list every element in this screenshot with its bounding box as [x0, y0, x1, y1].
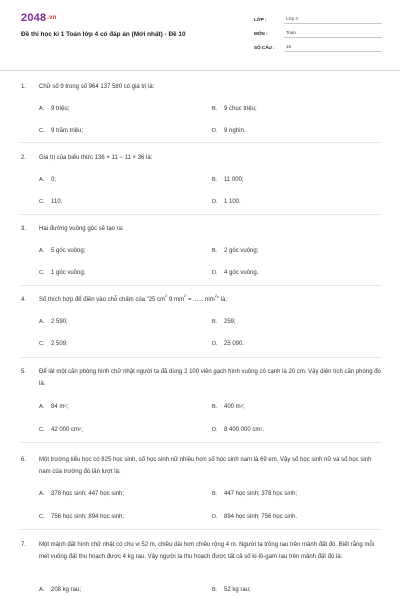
- question-text: Chữ số 9 trong số 964 137 580 có giá trị là:: [39, 84, 155, 90]
- option-a[interactable]: A. 84 $m^2$;: [39, 403, 69, 410]
- question-text: Một trường tiểu học có 825 học sinh, số học sinh nữ nhiều hơn số học sinh nam là 69 em. Vậy số học sinh nữ và số học sinh nam của trường đó lần lượt là:: [39, 457, 372, 475]
- meta-label: SỐ CÂU :: [254, 44, 275, 50]
- header-divider: [0, 70, 400, 71]
- option-a[interactable]: A. 0;: [39, 177, 57, 183]
- option-d[interactable]: D. 25 090.: [212, 341, 245, 347]
- option-c[interactable]: C. 1 góc vuông;: [39, 270, 86, 276]
- option-b[interactable]: B. 52 kg rau;: [212, 587, 251, 593]
- question-number: 1.: [21, 84, 27, 90]
- option-a[interactable]: A. 5 góc vuông;: [39, 248, 86, 254]
- question-divider: [21, 214, 381, 215]
- meta-count-row: [254, 40, 382, 54]
- page-header: [0, 0, 400, 64]
- question-number: 3.: [21, 226, 27, 232]
- option-b[interactable]: B. 9 chục triệu;: [212, 106, 257, 112]
- meta-value: 16: [284, 43, 382, 52]
- meta-value: Toán: [284, 29, 382, 38]
- question-text: Số thích hợp để điền vào chỗ chấm của "25 $cm^2$ 9 $mm^2$ = ...... $mm^2$" là:: [39, 293, 228, 303]
- option-a[interactable]: A. 2 590;: [39, 319, 68, 325]
- question-number: 4.: [21, 297, 27, 303]
- meta-class-row: [254, 12, 382, 26]
- question-text: Để lát một căn phòng hình chữ nhật người ta đã dùng 2 100 viên gạch hình vuông có cạnh là 20 cm. Vậy diện tích căn phòng đó là:: [39, 369, 381, 387]
- option-a[interactable]: A. 208 kg rau;: [39, 587, 82, 593]
- logo-suffix: .vn: [47, 15, 57, 22]
- option-b[interactable]: B. 400 $m^2$;: [212, 403, 245, 410]
- option-d[interactable]: D. 1 100.: [212, 199, 241, 205]
- meta-label: LỚP :: [254, 16, 267, 22]
- meta-label: MÔN :: [254, 30, 268, 36]
- question-number: 2.: [21, 155, 27, 161]
- question-divider: [21, 285, 381, 286]
- option-d[interactable]: D. 4 góc vuông.: [212, 270, 259, 276]
- question-text: Một mảnh đất hình chữ nhật có chu vi 52 m, chiều dài hơn chiều rộng 4 m. Người ta trồng rau trên mảnh đất đó. Biết rằng mỗi mét vuông đất thu hoạch được 4 kg rau. Vậy người ta thu hoạch được tất cả số ki-lô-gam rau trên mảnh đất đó là:: [39, 542, 375, 560]
- option-d[interactable]: D. 9 nghìn.: [212, 128, 246, 134]
- question-divider: [21, 529, 381, 530]
- question-number: 5.: [21, 369, 27, 375]
- document-meta: [254, 12, 382, 54]
- option-b[interactable]: B. 2 góc vuông;: [212, 248, 259, 254]
- option-c[interactable]: C. 9 trăm triệu;: [39, 128, 84, 134]
- option-a[interactable]: A. 9 triệu;: [39, 106, 70, 112]
- meta-subject-row: [254, 26, 382, 40]
- question-divider: [21, 442, 381, 443]
- question-number: 6.: [21, 457, 27, 463]
- option-d[interactable]: D. 8 400 000 $cm^2$.: [212, 426, 265, 433]
- meta-value: Lớp 4: [284, 15, 382, 24]
- question-text: Hai đường vuông góc sẽ tạo ra:: [39, 226, 124, 232]
- question-divider: [21, 142, 381, 143]
- option-c[interactable]: C. 756 học sinh; 894 học sinh;: [39, 514, 125, 520]
- option-c[interactable]: C. 110;: [39, 199, 63, 205]
- option-c[interactable]: C. 2 509;: [39, 341, 68, 347]
- option-a[interactable]: A. 378 học sinh; 447 học sinh;: [39, 491, 125, 497]
- question-text: Giá trị của biểu thức 136 × 11 − 11 × 36 là:: [39, 155, 153, 161]
- logo-text: 2048: [21, 12, 47, 24]
- question-number: 7.: [21, 542, 27, 548]
- option-c[interactable]: C. 42 000 $cm^2$;: [39, 426, 83, 433]
- document-title: Đề thi học kì 1 Toán lớp 4 có đáp án (Mới nhất) - Đề 10: [21, 31, 186, 38]
- option-b[interactable]: B. 259;: [212, 319, 236, 325]
- option-d[interactable]: D. 894 học sinh; 756 học sinh.: [212, 514, 298, 520]
- option-b[interactable]: B. 11 000;: [212, 177, 244, 183]
- option-b[interactable]: B. 447 học sinh; 378 học sinh;: [212, 491, 298, 497]
- question-divider: [21, 357, 381, 358]
- site-logo[interactable]: [21, 12, 57, 24]
